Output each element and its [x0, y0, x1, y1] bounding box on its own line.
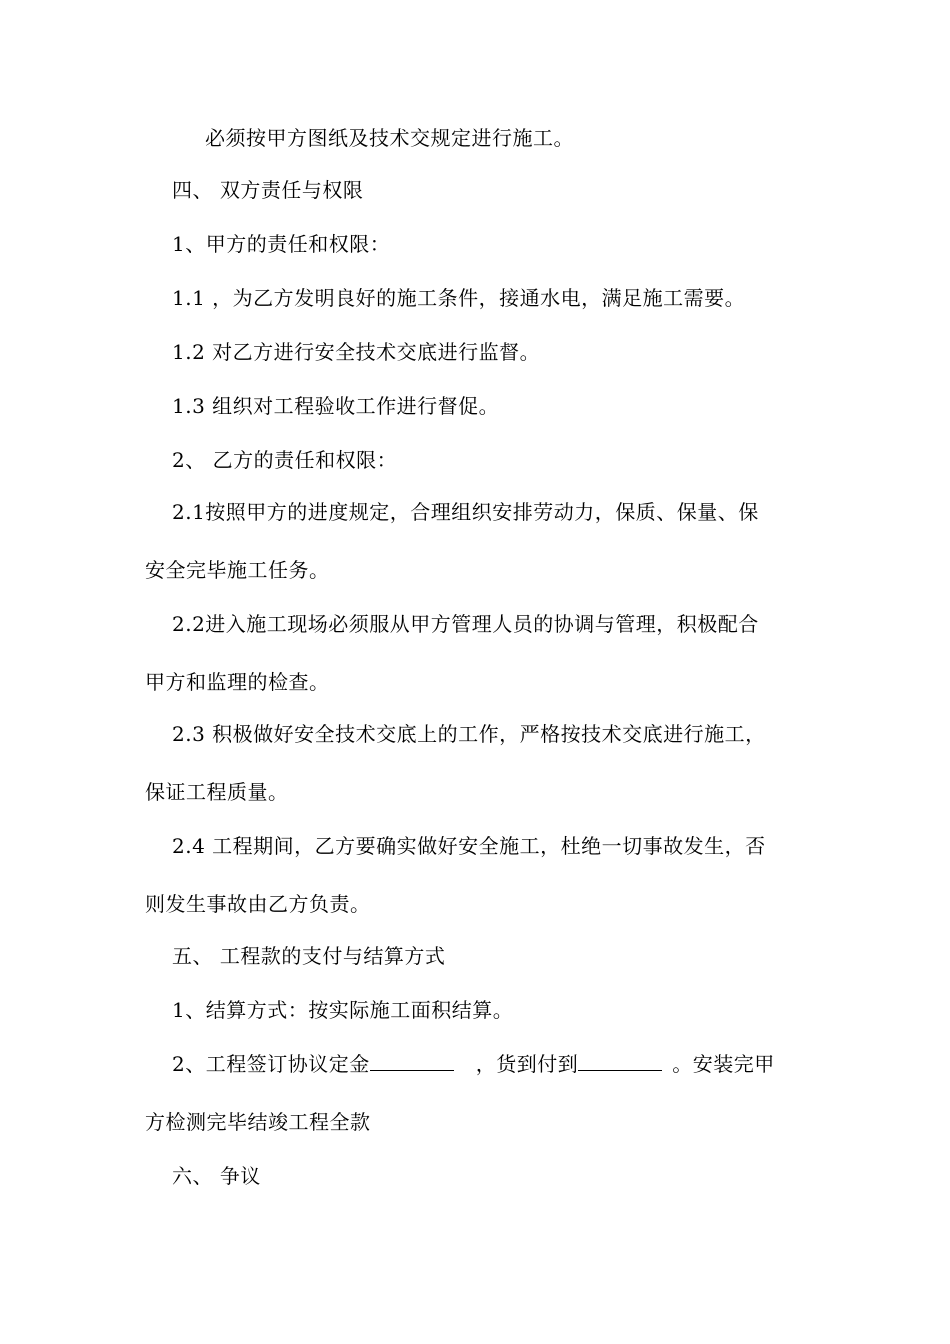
section-four-heading: 四、 双方责任与权限 — [172, 178, 364, 202]
section-six-heading: 六、 争议 — [172, 1164, 261, 1188]
clause-1-2: 1.2 对乙方进行安全技术交底进行监督。 — [172, 340, 541, 364]
payment-continuation: 方检测完毕结竣工程全款 — [145, 1110, 371, 1134]
clause-2-1-line1: 2.1按照甲方的进度规定，合理组织安排劳动力，保质、保量、保 — [172, 500, 759, 524]
party-a-heading: 1、甲方的责任和权限： — [172, 232, 391, 256]
clause-2-4-line1: 2.4 工程期间，乙方要确实做好安全施工，杜绝一切事故发生，否 — [172, 834, 766, 858]
deposit-blank — [370, 1050, 454, 1071]
clause-2-2-line1: 2.2进入施工现场必须服从甲方管理人员的协调与管理，积极配合 — [172, 612, 759, 636]
clause-1-3: 1.3 组织对工程验收工作进行督促。 — [172, 394, 500, 418]
clause-2-4-line2: 则发生事故由乙方负责。 — [145, 892, 371, 916]
delivery-blank — [578, 1050, 662, 1071]
clause-2-3-line1: 2.3 积极做好安全技术交底上的工作，严格按技术交底进行施工， — [172, 722, 766, 746]
clause-2-2-line2: 甲方和监理的检查。 — [145, 670, 330, 694]
payment-deposit-label: 2、工程签订协议定金 — [172, 1052, 370, 1076]
clause-2-1-line2: 安全完毕施工任务。 — [145, 558, 330, 582]
settlement-method: 1、结算方式：按实际施工面积结算。 — [172, 998, 514, 1022]
paragraph-line-construction: 必须按甲方图纸及技术交规定进行施工。 — [205, 126, 574, 150]
section-five-heading: 五、 工程款的支付与结算方式 — [172, 944, 446, 968]
payment-line — [172, 1050, 775, 1078]
party-b-heading: 2、 乙方的责任和权限： — [172, 448, 398, 472]
payment-install-label: 。安装完甲 — [672, 1052, 775, 1076]
clause-2-3-line2: 保证工程质量。 — [145, 780, 289, 804]
payment-delivery-label: ，货到付到 — [475, 1052, 579, 1076]
clause-1-1: 1.1 ，为乙方发明良好的施工条件，接通水电，满足施工需要。 — [172, 286, 746, 310]
